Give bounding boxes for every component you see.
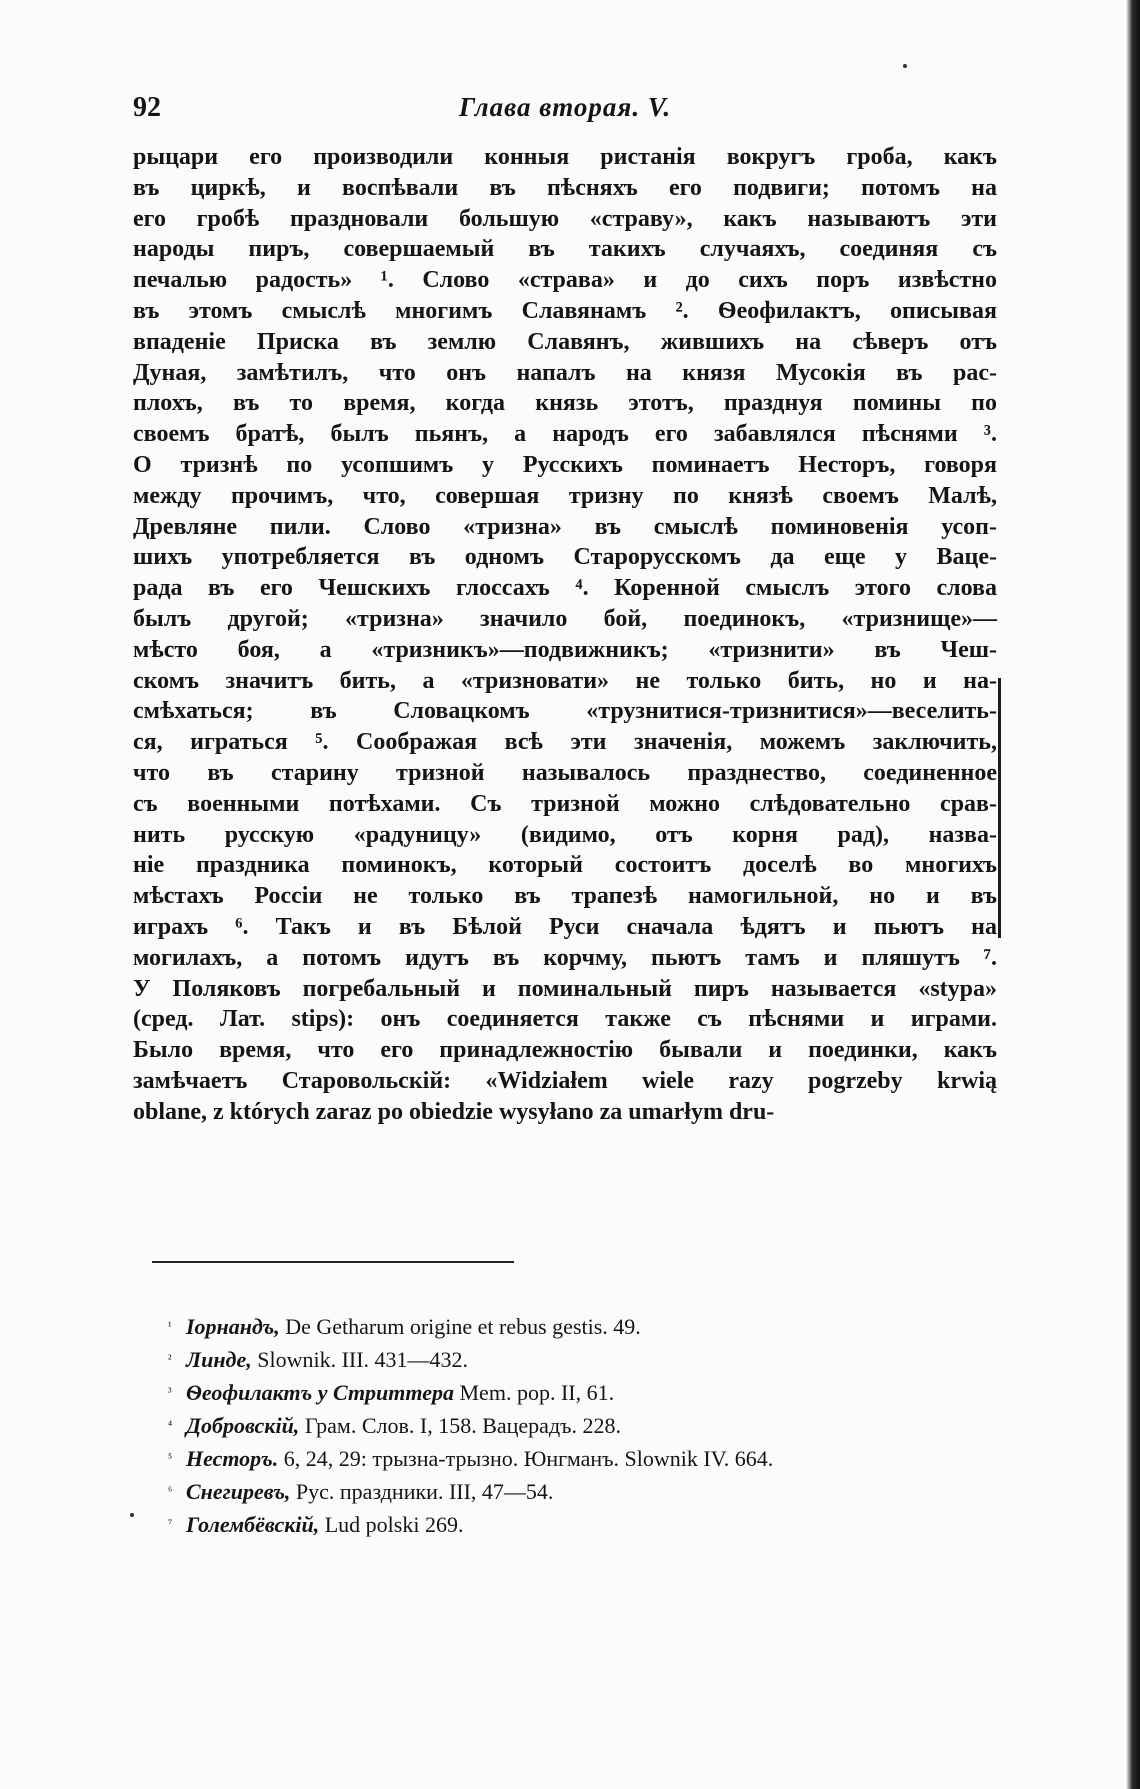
text-line: скомъ значитъ бить, а «тризновати» не только бить, но и на- [133,667,997,694]
footnote [168,1508,1028,1541]
text-line: что въ старину тризной называлось празднество, соединенное [133,759,997,786]
footnote [168,1376,1028,1409]
footnote-mark: ¹ [168,1319,172,1333]
text-line: У Поляковъ погребальный и поминальный пиръ называется «stypa» [133,975,997,1002]
text-line: смѣхаться; въ Словацкомъ «трузнитися-тризнитися»—веселить- [133,698,997,725]
text-line: своемъ братѣ, былъ пьянъ, а народъ его забавлялся пѣснями ³. [133,421,997,448]
footnote-author: Несторъ. [186,1446,279,1471]
footnote [168,1442,1028,1475]
footnote-author: Голембёвскій, [186,1512,320,1537]
footnote-text: Lud polski 269. [324,1512,464,1537]
text-line: народы пиръ, совершаемый въ такихъ случаяхъ, соединяя съ [133,236,997,263]
footnote [168,1310,1028,1343]
text-line: Древляне пили. Слово «тризна» въ смыслѣ поминовенія усоп- [133,513,997,540]
text-line: О тризнѣ по усопшимъ у Русскихъ поминаетъ Несторъ, говоря [133,451,997,478]
running-title: Глава вторая. V. [458,92,672,122]
footnote-author: Линде, [186,1347,252,1372]
text-line: Дуная, замѣтилъ, что онъ напалъ на князя Мусокія въ рас- [133,359,997,386]
text-line: нить русскую «радуницу» (видимо, отъ корня рад), назва- [133,821,997,848]
text-line: впаденіе Приска въ землю Славянъ, жившихъ на сѣверъ отъ [133,328,997,355]
footnote-mark: ⁷ [168,1517,173,1531]
footnote-author: Іорнандъ, [186,1314,280,1339]
text-line: печалью радость» ¹. Слово «страва» и до сихъ поръ извѣстно [133,267,997,294]
text-line: ся, играться ⁵. Соображая всѣ эти значенія, можемъ заключить, [133,729,997,756]
footnote-rule [152,1261,514,1263]
text-line: въ этомъ смыслѣ многимъ Славянамъ ². Ѳеофилактъ, описывая [133,297,997,324]
text-line: съ военными потѣхами. Съ тризной можно слѣдовательно срав- [133,790,997,817]
page-header [133,86,997,134]
footnote-text: Slownik. III. 431—432. [257,1347,469,1372]
footnote-text: Грам. Слов. I, 158. Вацерадъ. 228. [304,1413,622,1438]
text-line: замѣчаетъ Старовольскій: «Widziałem wiele razy pogrzeby krwią [133,1067,997,1094]
scan-speck [130,1513,134,1517]
page-number: 92 [133,92,161,123]
footnote-mark: ⁵ [168,1451,173,1465]
footnote-author: Ѳеофилактъ у Стриттера [186,1380,454,1405]
text-line: былъ другой; «тризна» значило бой, поединокъ, «тризнище»— [133,605,997,632]
footnote-author: Снегиревъ, [186,1479,291,1504]
text-line: ніе праздника поминокъ, который состоитъ доселѣ во многихъ [133,852,997,879]
text-line: плохъ, въ то время, когда князь этотъ, празднуя помины по [133,390,997,417]
book-page [133,86,997,1128]
footnote-text: De Getharum origine et rebus gestis. 49. [285,1314,641,1339]
text-line: Было время, что его принадлежностію бывали и поединки, какъ [133,1037,997,1064]
text-line: его гробѣ праздновали большую «страву», какъ называютъ эти [133,205,997,232]
text-line: рада въ его Чешскихъ глоссахъ ⁴. Коренной смыслъ этого слова [133,575,997,602]
text-line: между прочимъ, что, совершая тризну по князѣ своемъ Малѣ, [133,482,997,509]
footnote-author: Добровскій, [186,1413,300,1438]
footnote [168,1409,1028,1442]
footnote [168,1343,1028,1376]
footnote-text: Рус. праздники. III, 47—54. [295,1479,554,1504]
text-line: шихъ употребляется въ одномъ Старорусскомъ да еще у Вацe- [133,544,997,571]
footnotes [168,1310,1028,1541]
scan-speck [903,64,907,68]
footnote-text: 6, 24, 29: трызна-трызно. Юнгманъ. Slownik IV. 664. [283,1446,774,1471]
footnote-text: Mem. pop. II, 61. [459,1380,615,1405]
text-line: рыцари его производили конныя ристанія вокругъ гроба, какъ [133,144,997,170]
footnote [168,1475,1028,1508]
text-line: играхъ ⁶. Такъ и въ Бѣлой Руси сначала ѣдятъ и пьютъ на [133,913,997,940]
footnote-mark: ⁴ [168,1418,173,1432]
text-line: мѣсто боя, а «тризникъ»—подвижникъ; «тризнити» въ Чеш- [133,636,997,663]
body-text [133,142,997,1128]
text-line: oblane, z których zaraz po obiedzie wysyłano za umarłym dru- [133,1098,775,1125]
text-line: въ циркѣ, и воспѣвали въ пѣсняхъ его подвиги; потомъ на [133,174,997,201]
scan-page-edge [1126,0,1140,1789]
text-line: мѣстахъ Россіи не только въ трапезѣ намогильной, но и въ [133,883,997,910]
text-line: (сред. Лат. stips): онъ соединяется также съ пѣснями и играми. [133,1006,997,1033]
footnote-mark: ⁶ [168,1484,173,1498]
footnote-mark: ² [168,1352,172,1366]
text-line: могилахъ, а потомъ идутъ въ корчму, пьютъ тамъ и пляшутъ ⁷. [133,944,997,971]
footnote-mark: ³ [168,1385,172,1399]
margin-mark [998,678,1001,938]
